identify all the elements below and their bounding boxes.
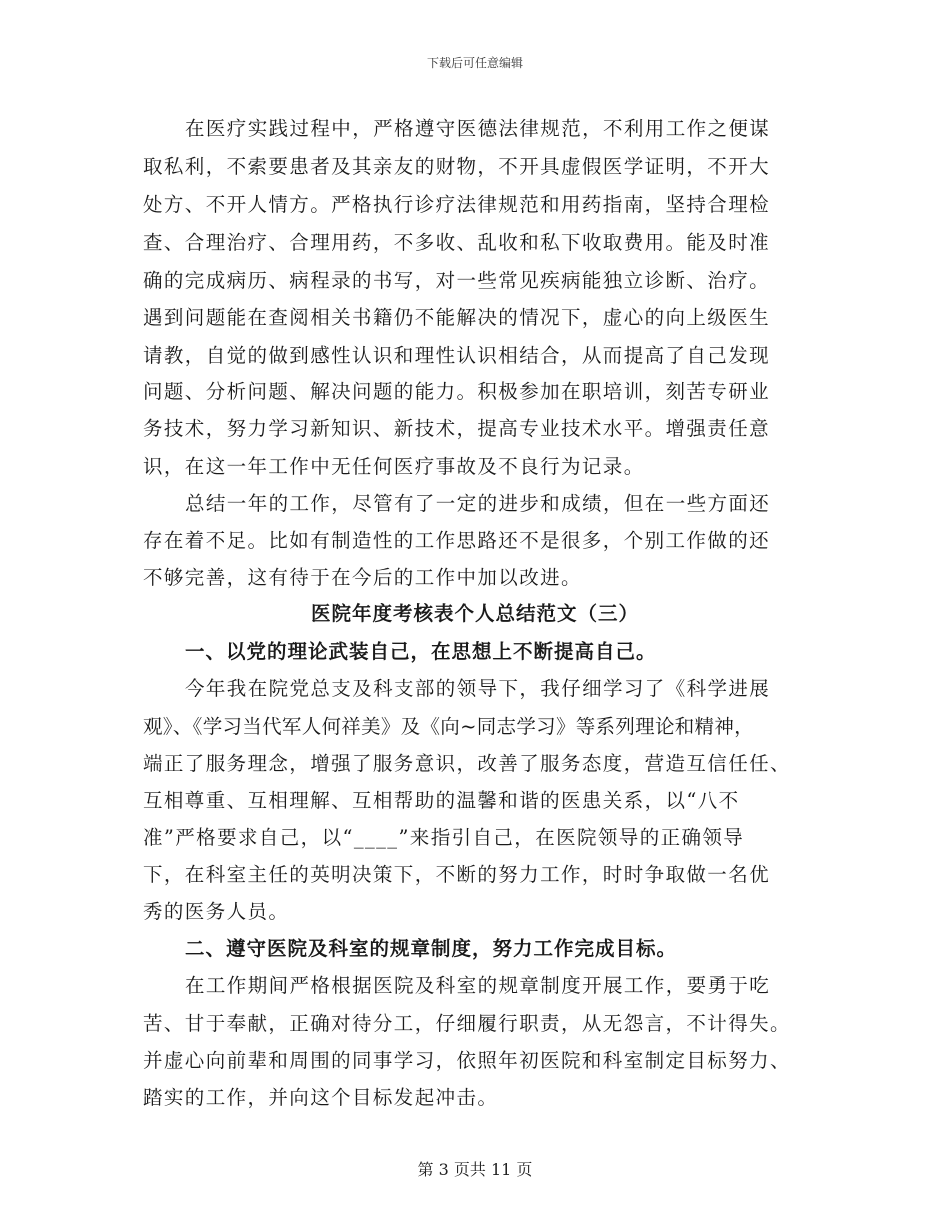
paragraph-line: 端正了服务理念，增强了服务意识，改善了服务态度，营造互信任任、 [143,752,791,775]
paragraph-line: 准”严格要求自己，以“____”来指引自己，在医院领导的正确领导 [143,826,745,849]
paragraph-line: 秀的医务人员。 [143,900,290,923]
heading-1: 一、以党的理论武装自己，在思想上不断提高自己。 [185,640,657,663]
paragraph-line: 存在着不足。比如有制造性的工作思路还不是很多，个别工作做的还 [143,529,771,552]
section-title: 医院年度考核表个人总结范文（三） [310,602,639,625]
paragraph-line: 苦、甘于奉献，正确对待分工，仔细履行职责，从无怨言，不计得失。 [143,1012,791,1035]
paragraph-line: 踏实的工作，并向这个目标发起冲击。 [143,1086,499,1109]
paragraph-line: 问题、分析问题、解决问题的能力。积极参加在职培训，刻苦专研业 [143,380,771,403]
paragraph-line: 查、合理治疗、合理用药，不多收、乱收和私下收取费用。能及时准 [143,231,771,254]
paragraph-line: 今年我在院党总支及科支部的领导下，我仔细学习了《科学进展 [185,677,771,700]
paragraph-line: 处方、不开人情方。严格执行诊疗法律规范和用药指南，坚持合理检 [143,193,771,216]
paragraph-line: 遇到问题能在查阅相关书籍仍不能解决的情况下，虚心的向上级医生 [143,306,771,329]
paragraph-line: 务技术，努力学习新知识、新技术，提高专业技术水平。增强责任意 [143,417,771,440]
paragraph-line: 不够完善，这有待于在今后的工作中加以改进。 [143,566,582,589]
paragraph-line: 识，在这一年工作中无任何医疗事故及不良行为记录。 [143,455,645,478]
paragraph-line: 请教，自觉的做到感性认识和理性认识相结合，从而提高了自己发现 [143,344,771,367]
paragraph-line: 总结一年的工作，尽管有了一定的进步和成绩，但在一些方面还 [185,492,771,515]
header-note: 下载后可任意编辑 [426,56,523,70]
paragraph-line: 确的完成病历、病程录的书写，对一些常见疾病能独立诊断、治疗。 [143,269,771,292]
paragraph-line: 在工作期间严格根据医院及科室的规章制度开展工作，要勇于吃 [185,974,771,997]
paragraph-line: 互相尊重、互相理解、互相帮助的温馨和谐的医患关系，以“八不 [143,789,740,812]
page-footer: 第 3 页共 11 页 [417,1160,533,1179]
paragraph-line: 在医疗实践过程中，严格遵守医德法律规范，不利用工作之便谋 [185,117,771,140]
paragraph-line: 观》、《学习当代军人何祥美》及《向~同志学习》等系列理论和精神， [143,715,754,738]
paragraph-line: 下，在科室主任的英明决策下，不断的努力工作，时时争取做一名优 [143,863,771,886]
paragraph-line: 取私利，不索要患者及其亲友的财物，不开具虚假医学证明，不开大 [143,155,771,178]
heading-2: 二、遵守医院及科室的规章制度，努力工作完成目标。 [185,937,678,960]
paragraph-line: 并虚心向前辈和周围的同事学习，依照年初医院和科室制定目标努力、 [143,1049,791,1072]
